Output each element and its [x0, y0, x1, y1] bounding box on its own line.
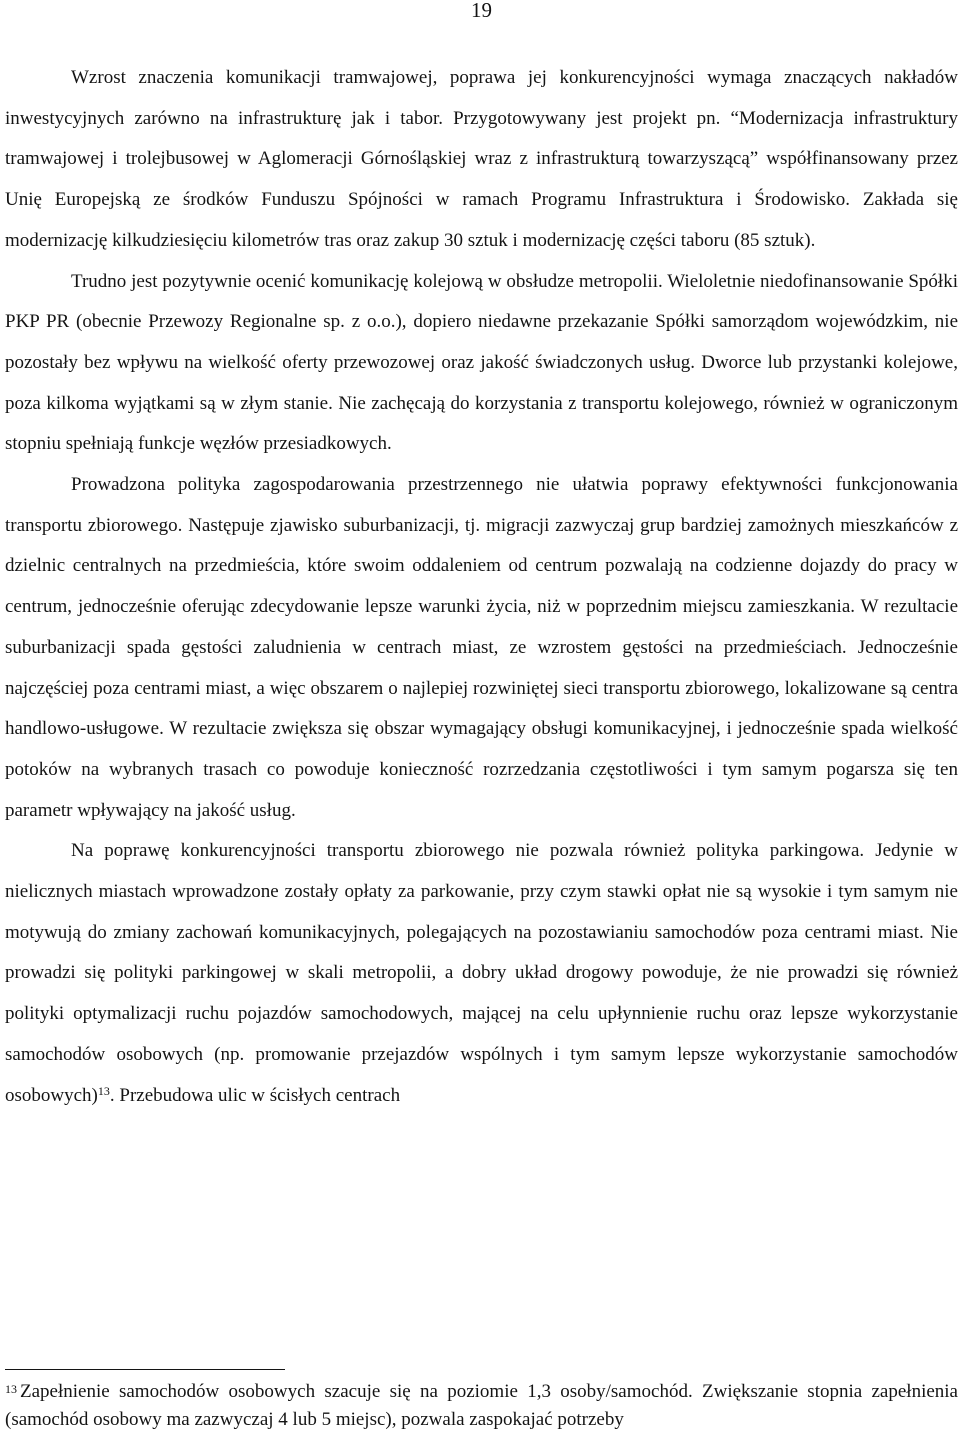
- paragraph-4-text: Na poprawę konkurencyjności transportu zbiorowego nie pozwala również polityka parkingowa. Jedynie w nielicznych miastach wprowadzone zostały opłaty za parkowanie, przy czym stawki opłat nie są wysokie i tym samym nie motywują do zmiany zachowań komunikacyjnych, polegających na pozostawianiu samochodów poza centrami miast. Nie prowadzi się polityki parkingowej w skali metropolii, a dobry układ drogowy powoduje, że nie prowadzi się również polityki optymalizacji ruchu pojazdów samochodowych, mającej na celu upłynnienie ruchu oraz lepsze wykorzystanie samochodów osobowych (np. promowanie przejazdów wspólnych i tym samym lepsze wykorzystanie samochodów osobowych): [5, 840, 958, 1106]
- paragraph-2: Trudno jest pozytywnie ocenić komunikację kolejową w obsłudze metropolii. Wieloletnie niedofinansowanie Spółki PKP PR (obecnie Przewozy Regionalne sp. z o.o.), dopiero niedawne przekazanie Spółki samorządom wojewódzkim, nie pozostały bez wpływu na wielkość oferty przewozowej oraz jakość świadczonych usług. Dworce lub przystanki kolejowe, poza kilkoma wyjątkami są w złym stanie. Nie zachęcają do korzystania z transportu kolejowego, również w ograniczonym stopniu spełniają funkcje węzłów przesiadkowych.: [5, 270, 958, 455]
- paragraph-4-text-continued: . Przebudowa ulic w ścisłych centrach: [109, 1084, 401, 1106]
- footnote-number: 13: [5, 1382, 17, 1396]
- paragraph-1: Wzrost znaczenia komunikacji tramwajowej, poprawa jej konkurencyjności wymaga znaczących nakładów inwestycyjnych zarówno na infrastrukturę jak i tabor. Przygotowywany jest projekt pn. “Modernizacja infrastruktury tramwajowej i trolejbusowej w Aglomeracji Górnośląskiej wraz z infrastrukturą towarzyszącą” współfinansowany przez Unię Europejską ze środków Funduszu Spójności w ramach Programu Infrastruktura i Środowisko. Zakłada się modernizację kilkudziesięciu kilometrów tras oraz zakup 30 sztuk i modernizację części taboru (85 sztuk).: [5, 67, 958, 251]
- document-body: [5, 58, 958, 1116]
- footnote-separator: [5, 1369, 285, 1370]
- footnote: [5, 1378, 958, 1434]
- footnote-13: [5, 1378, 958, 1434]
- paragraph-3: Prowadzona polityka zagospodarowania przestrzennego nie ułatwia poprawy efektywności funkcjonowania transportu zbiorowego. Następuje zjawisko suburbanizacji, tj. migracji zazwyczaj grup bardziej zamożnych mieszkańców z dzielnic centralnych na przedmieścia, które swoim oddaleniem od centrum pozwalają na codzienne dojazdy do pracy w centrum, jednocześnie oferując zdecydowanie lepsze warunki życia, niż w poprzednim miejscu zamieszkania. W rezultacie suburbanizacji spada gęstości zaludnienia w centrach miast, ze wzrostem gęstości na przedmieściach. Jednocześnie najczęściej poza centrami miast, a więc obszarem o najlepiej rozwiniętej sieci transportu zbiorowego, lokalizowane są centra handlowo-usługowe. W rezultacie zwiększa się obszar wymagający obsługi komunikacyjnej, i jednocześnie spada wielkość potoków na wybranych trasach co powoduje konieczność rozrzedzania częstotliwości i tym samym pogarsza się ten parametr wpływający na jakość usług.: [5, 474, 958, 821]
- footnote-text: Zapełnienie samochodów osobowych szacuje się na poziomie 1,3 osoby/samochód. Zwiększanie stopnia zapełnienia (samochód osobowy ma zazwyczaj 4 lub 5 miejsc), pozwala zaspokajać potrzeby: [5, 1381, 958, 1430]
- footnote-reference[interactable]: 13: [97, 1083, 110, 1098]
- paragraph-4: [5, 831, 958, 1116]
- page-number: 19: [471, 0, 492, 22]
